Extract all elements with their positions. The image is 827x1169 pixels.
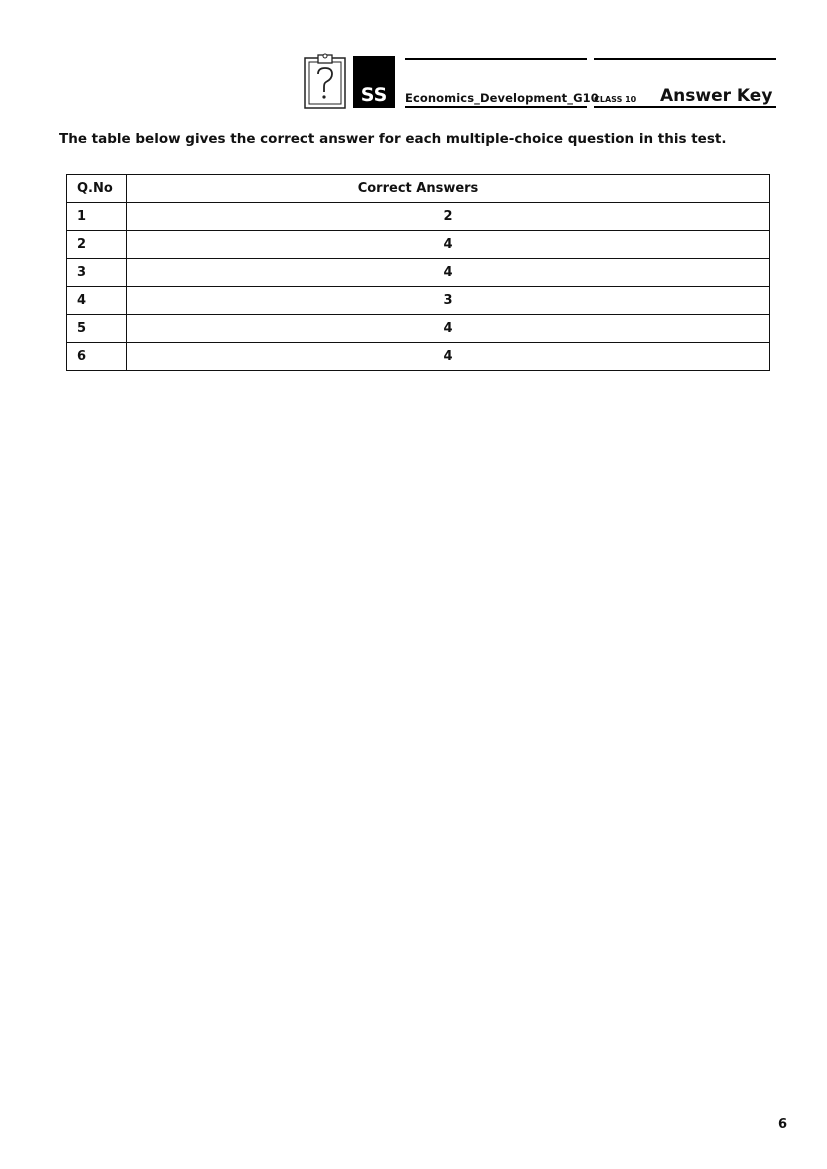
answer-table — [66, 174, 770, 371]
correct-answer: 4 — [127, 231, 770, 259]
question-number: 1 — [67, 203, 127, 231]
clipboard-question-icon — [304, 53, 346, 109]
table-row — [67, 231, 770, 259]
question-number: 6 — [67, 343, 127, 371]
column-header-qno: Q.No — [67, 175, 127, 203]
correct-answer: 4 — [127, 259, 770, 287]
page-header — [0, 0, 827, 120]
correct-answer: 3 — [127, 287, 770, 315]
correct-answer: 4 — [127, 343, 770, 371]
topic-title: Economics_Development_G10 — [405, 91, 599, 105]
question-number: 3 — [67, 259, 127, 287]
question-number: 4 — [67, 287, 127, 315]
header-rule — [405, 106, 587, 108]
correct-answer: 2 — [127, 203, 770, 231]
correct-answer: 4 — [127, 315, 770, 343]
question-number: 2 — [67, 231, 127, 259]
table-row — [67, 343, 770, 371]
document-type-title: Answer Key — [660, 86, 773, 106]
question-number: 5 — [67, 315, 127, 343]
table-row — [67, 203, 770, 231]
page-number: 6 — [777, 1117, 787, 1132]
table-row — [67, 287, 770, 315]
column-header-answers: Correct Answers — [127, 175, 770, 203]
table-row — [67, 259, 770, 287]
table-header-row — [67, 175, 770, 203]
header-rule — [594, 58, 776, 60]
intro-text: The table below gives the correct answer for each multiple-choice question in this test. — [59, 131, 727, 147]
table-row — [67, 315, 770, 343]
class-label: CLASS 10 — [594, 95, 637, 104]
header-rule — [405, 58, 587, 60]
header-rule — [594, 106, 776, 108]
subject-badge: SS — [353, 56, 395, 108]
